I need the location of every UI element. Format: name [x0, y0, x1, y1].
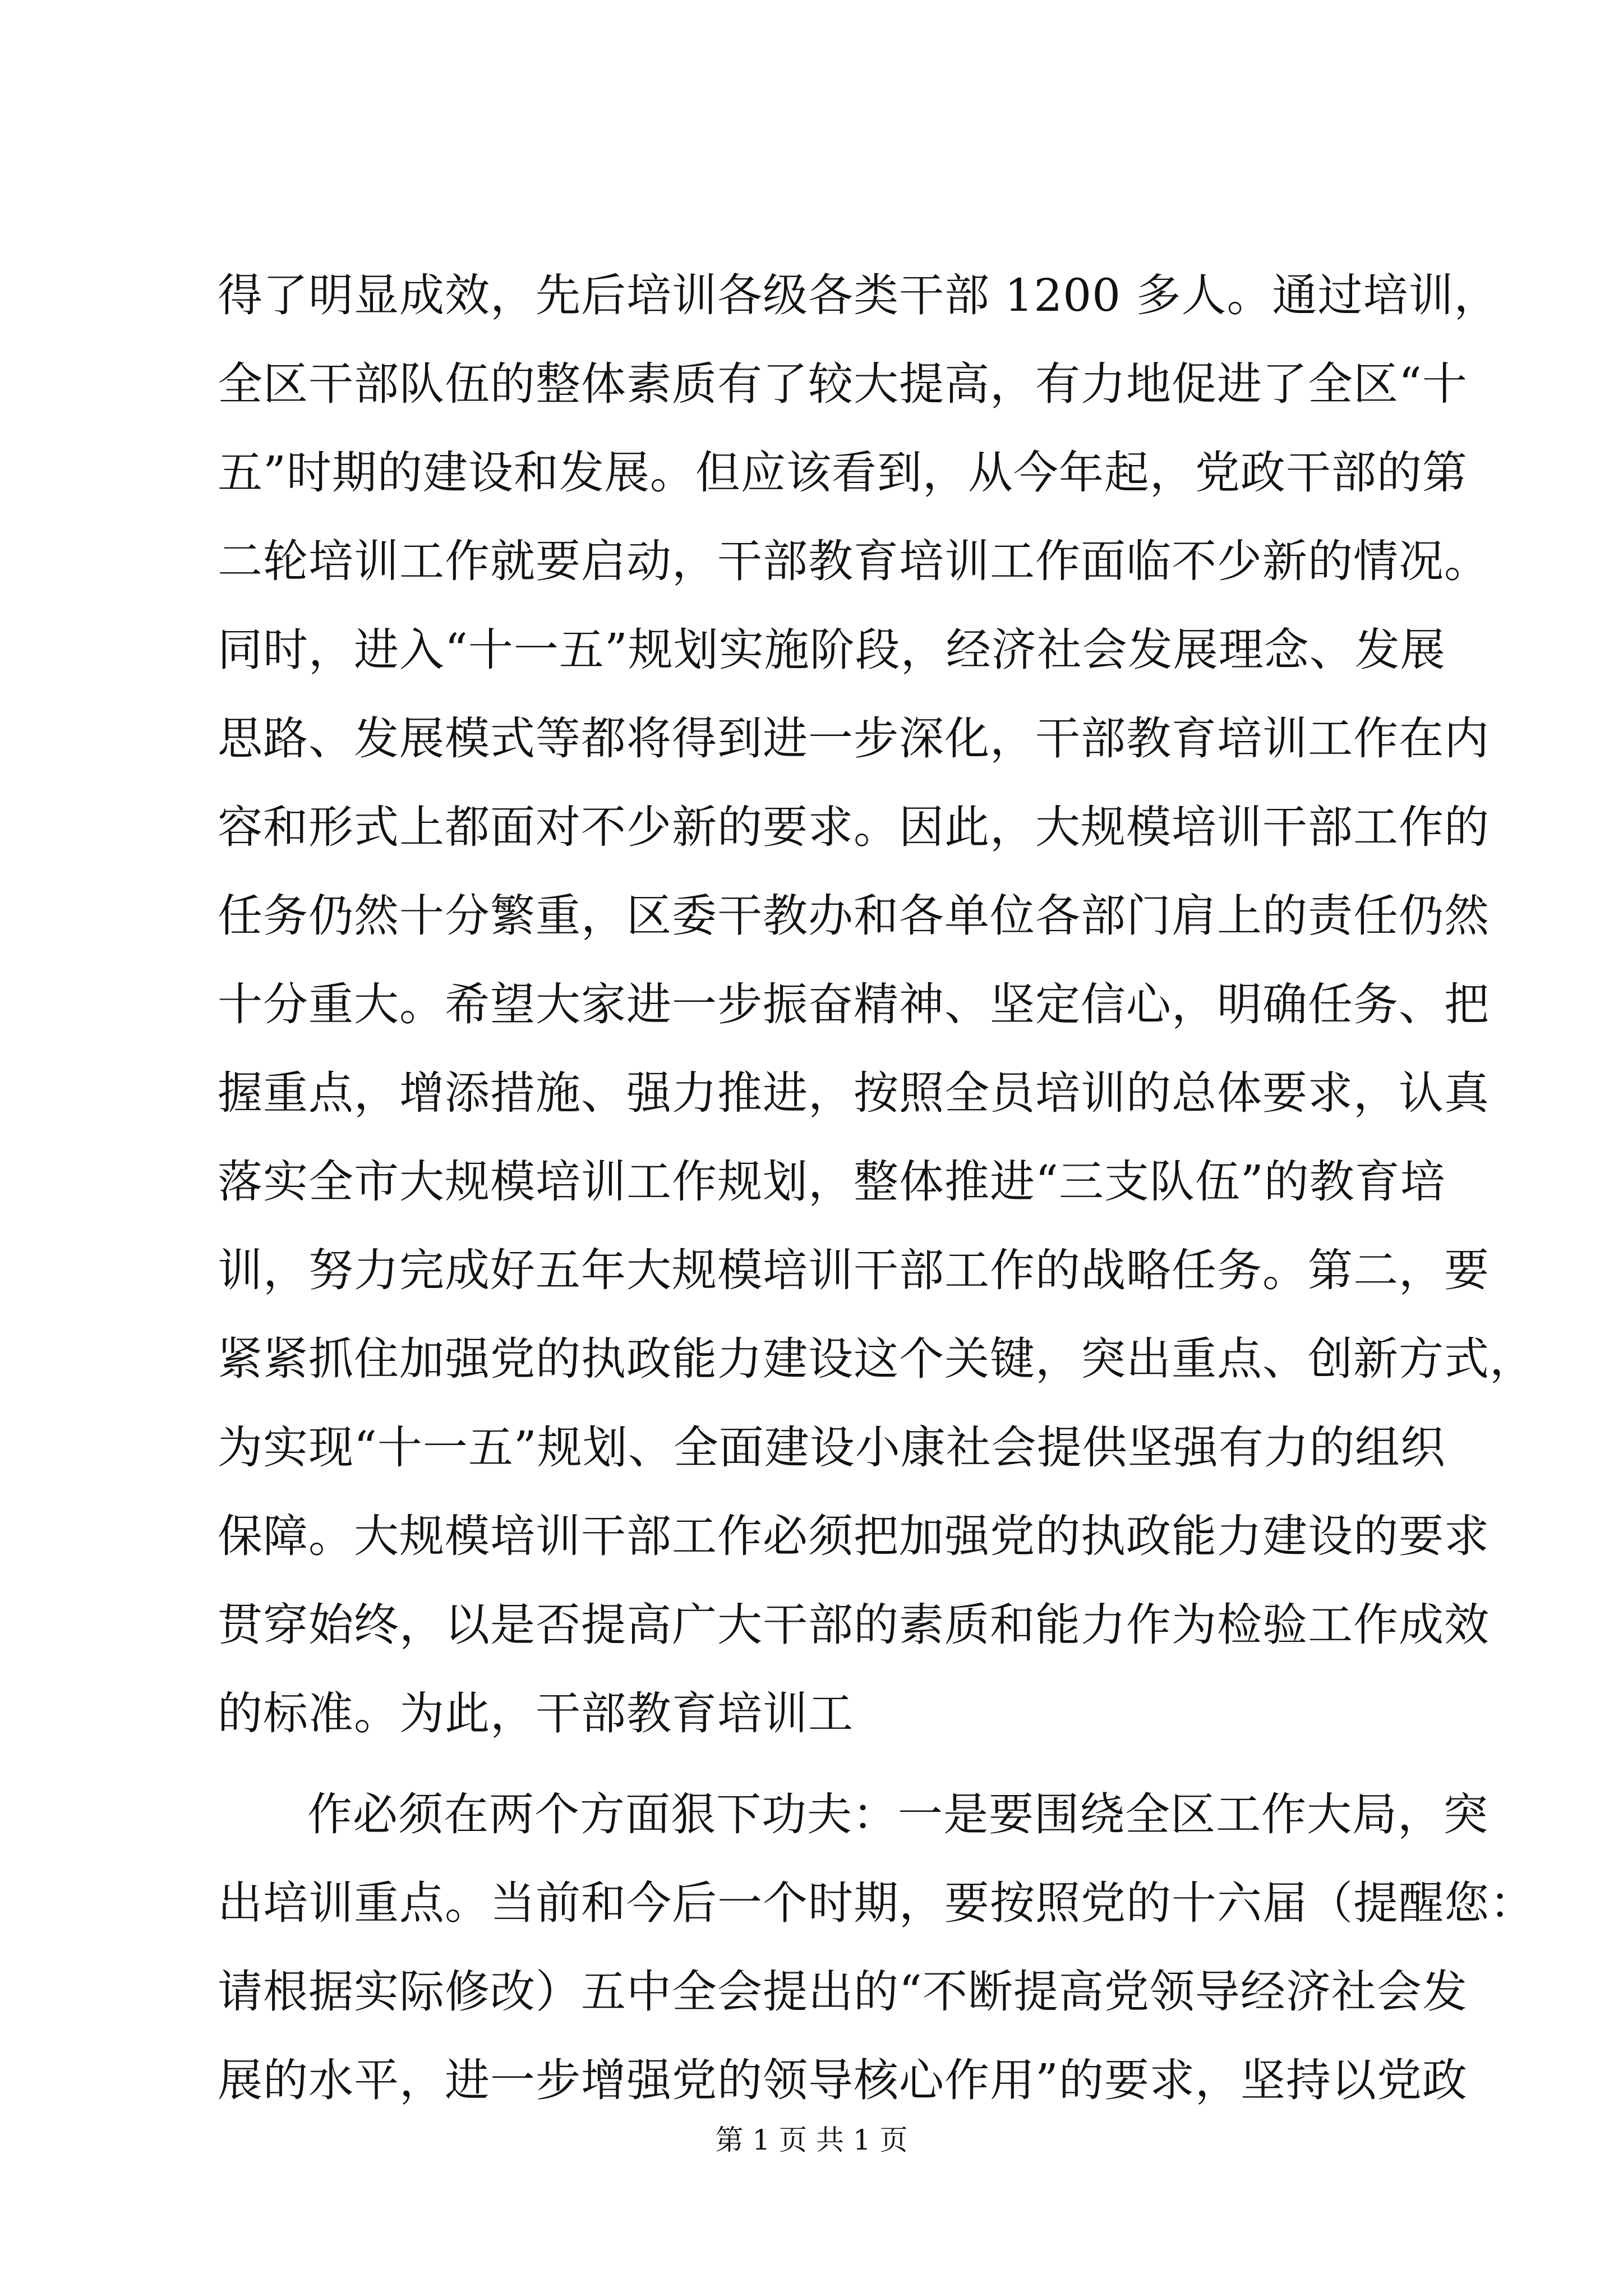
text-line: 保障。大规模培训干部工作必须把加强党的执政能力建设的要求	[218, 1510, 1490, 1562]
text-line: 十分重大。希望大家进一步振奋精神、坚定信心，明确任务、把	[218, 978, 1490, 1030]
text-line: 贯穿始终，以是否提高广大干部的素质和能力作为检验工作成效	[218, 1599, 1490, 1651]
text-line: 得了明显成效，先后培训各级各类干部 1200 多人。通过培训，	[218, 269, 1500, 321]
text-line: 容和形式上都面对不少新的要求。因此，大规模培训干部工作的	[218, 801, 1490, 853]
text-line: 请根据实际修改）五中全会提出的“不断提高党领导经济社会发	[218, 1966, 1468, 2018]
paragraph-2	[218, 1770, 1535, 2125]
text-line: 任务仍然十分繁重，区委干教办和各单位各部门肩上的责任仍然	[218, 890, 1490, 942]
page-footer: 第 1 页 共 1 页	[715, 2124, 908, 2156]
text-line: 的标准。为此，干部教育培训工	[218, 1687, 854, 1740]
text-line: 落实全市大规模培训工作规划，整体推进“三支队伍”的教育培	[218, 1156, 1446, 1208]
text-line: 全区干部队伍的整体素质有了较大提高，有力地促进了全区“十	[218, 358, 1468, 410]
text-line: 训，努力完成好五年大规模培训干部工作的战略任务。第二，要	[218, 1244, 1490, 1296]
paragraph-gap	[218, 1758, 1412, 1770]
text-line: 思路、发展模式等都将得到进一步深化，干部教育培训工作在内	[218, 712, 1490, 765]
text-line: 同时，进入“十一五”规划实施阶段，经济社会发展理念、发展	[218, 624, 1446, 676]
paragraph-1	[218, 251, 1535, 1758]
document-body	[218, 251, 1535, 2125]
text-line: 二轮培训工作就要启动，干部教育培训工作面临不少新的情况。	[218, 535, 1490, 587]
text-line: 五”时期的建设和发展。但应该看到，从今年起，党政干部的第	[218, 447, 1468, 499]
text-line: 出培训重点。当前和今后一个时期，要按照党的十六届（提醒您：	[218, 1877, 1535, 1929]
text-line: 为实现“十一五”规划、全面建设小康社会提供坚强有力的组织	[218, 1421, 1446, 1474]
text-line: 作必须在两个方面狠下功夫：一是要围绕全区工作大局，突	[307, 1788, 1488, 1841]
text-line: 握重点，增添措施、强力推进，按照全员培训的总体要求，认真	[218, 1067, 1490, 1119]
text-line: 紧紧抓住加强党的执政能力建设这个关键，突出重点、创新方式，	[218, 1333, 1535, 1385]
text-line: 展的水平，进一步增强党的领导核心作用”的要求，坚持以党政	[218, 2054, 1468, 2106]
